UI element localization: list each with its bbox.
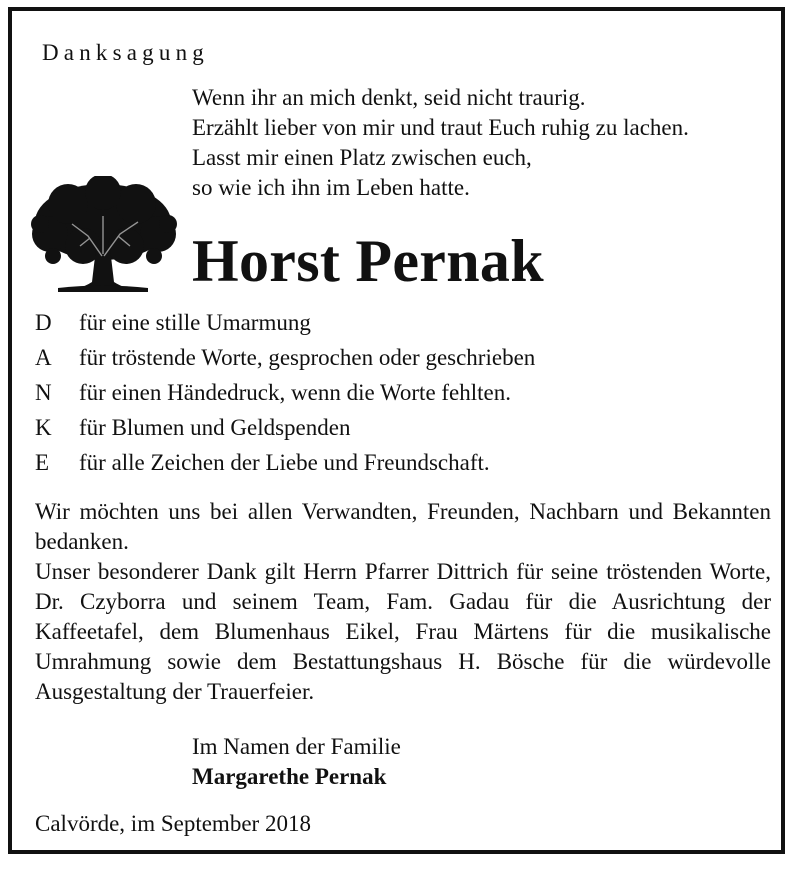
- poem-line: Wenn ihr an mich denkt, seid nicht traurig.: [192, 85, 586, 110]
- acrostic-row: [35, 340, 535, 375]
- acrostic-row: [35, 375, 535, 410]
- deceased-name: Horst Pernak: [192, 228, 544, 294]
- acrostic-text: für alle Zeichen der Liebe und Freundschaft.: [79, 450, 490, 475]
- thanks-text: [35, 497, 771, 707]
- poem-line: Lasst mir einen Platz zwischen euch,: [192, 145, 532, 170]
- poem-line: Erzählt lieber von mir und traut Euch ruhig zu lachen.: [192, 115, 689, 140]
- acrostic-row: [35, 445, 535, 480]
- acrostic-text: für Blumen und Geldspenden: [79, 415, 351, 440]
- obituary-card: [8, 7, 785, 854]
- heading: Danksagung: [42, 40, 209, 65]
- signature-name: Margarethe Pernak: [192, 764, 387, 789]
- acrostic-text: für tröstende Worte, gesprochen oder geschrieben: [79, 345, 536, 370]
- tree-icon: [28, 176, 178, 296]
- signature: [192, 732, 401, 792]
- paragraph: Unser besonderer Dank gilt Herrn Pfarrer Dittrich für seine tröstenden Worte, Dr. Czyborra und seinem Team, Fam. Gadau für die Ausrichtung der Kaffeetafel, dem Blumenhaus Eikel, Frau Märtens für die musikalische Umrahmung sowie dem Bestattungshaus H. Bösche für die würdevolle Ausgestaltung der Trauerfeier.: [35, 559, 771, 704]
- acrostic-letter: E: [35, 450, 50, 475]
- acrostic-letter: D: [35, 310, 52, 335]
- acrostic-text: für einen Händedruck, wenn die Worte fehlten.: [79, 380, 512, 405]
- place-date: Calvörde, im September 2018: [35, 811, 311, 836]
- acrostic-text: für eine stille Umarmung: [79, 310, 311, 335]
- acrostic-letter: A: [35, 345, 52, 370]
- acrostic-letter: K: [35, 415, 52, 440]
- poem-line: so wie ich ihn im Leben hatte.: [192, 175, 470, 200]
- paragraph: Wir möchten uns bei allen Verwandten, Freunden, Nachbarn und Bekannten bedanken.: [35, 499, 771, 554]
- acrostic-row: [35, 410, 535, 445]
- acrostic-letter: N: [35, 380, 52, 405]
- signature-line: Im Namen der Familie: [192, 734, 401, 759]
- acrostic-row: [35, 305, 535, 340]
- thanks-acrostic: [35, 305, 535, 480]
- poem: [192, 83, 689, 203]
